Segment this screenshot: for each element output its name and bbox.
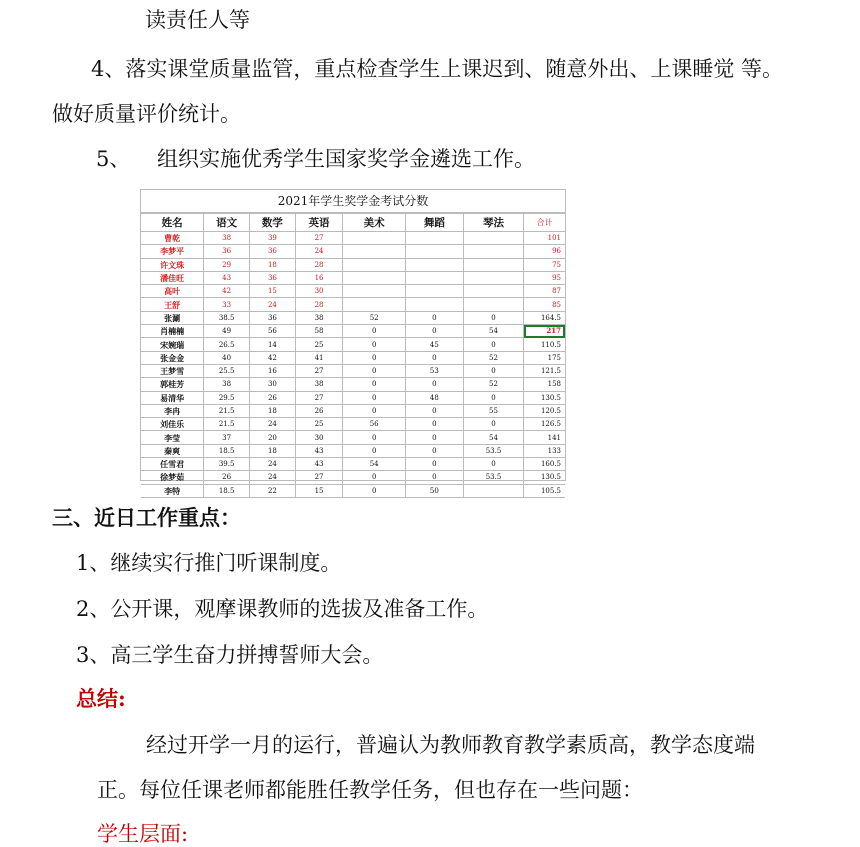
score-cell: 15: [250, 285, 296, 298]
score-cell: 27: [295, 391, 342, 404]
score-cell: 130.5: [524, 391, 565, 404]
score-cell: [343, 245, 406, 258]
score-cell: 41: [295, 351, 342, 364]
score-table: [141, 213, 565, 498]
score-cell: 49: [204, 325, 250, 338]
score-cell: [406, 298, 464, 311]
score-cell: 0: [343, 325, 406, 338]
score-cell: [463, 285, 524, 298]
student-name-cell: 郭桂芳: [141, 378, 204, 391]
score-cell: 16: [295, 271, 342, 284]
score-cell: 85: [524, 298, 565, 311]
score-cell: 101: [524, 232, 565, 245]
student-level-title: 学生层面:: [97, 822, 189, 846]
score-cell: 54: [463, 325, 524, 338]
score-cell: 28: [295, 298, 342, 311]
score-cell: 40: [204, 351, 250, 364]
student-name-cell: 李冉: [141, 404, 204, 417]
table-row: [141, 471, 565, 484]
score-cell: [343, 258, 406, 271]
score-cell: 27: [295, 471, 342, 484]
score-cell: 45: [406, 338, 464, 351]
score-cell: 18: [250, 404, 296, 417]
score-cell: 0: [463, 418, 524, 431]
score-cell: 164.5: [524, 311, 565, 324]
table-header-cell: 姓名: [141, 214, 204, 232]
score-cell: 87: [524, 285, 565, 298]
score-cell: 30: [295, 285, 342, 298]
doc-item-4-cont: 做好质量评价统计。: [52, 102, 241, 126]
score-cell: [406, 271, 464, 284]
score-cell: 0: [406, 431, 464, 444]
student-name-cell: 曹乾: [141, 232, 204, 245]
score-cell: 38: [204, 378, 250, 391]
score-cell: 38: [204, 232, 250, 245]
table-row: [141, 351, 565, 364]
score-cell: 0: [343, 364, 406, 377]
score-cell: 0: [463, 311, 524, 324]
score-cell: 121.5: [524, 364, 565, 377]
table-row: [141, 325, 565, 338]
score-cell: 43: [295, 444, 342, 457]
section-3-item-2: 2、公开课，观摩课教师的选拔及准备工作。: [76, 597, 489, 621]
student-name-cell: 宋婉瑞: [141, 338, 204, 351]
score-cell: 25: [295, 338, 342, 351]
score-cell: 14: [250, 338, 296, 351]
score-cell: 24: [250, 458, 296, 471]
score-cell: 26: [204, 471, 250, 484]
score-cell: 95: [524, 271, 565, 284]
score-cell: 52: [463, 351, 524, 364]
score-cell: 105.5: [524, 484, 565, 497]
score-cell: 110.5: [524, 338, 565, 351]
table-header-cell: 英语: [295, 214, 342, 232]
score-cell: [343, 298, 406, 311]
score-cell: 160.5: [524, 458, 565, 471]
score-cell: 18: [250, 258, 296, 271]
table-row: [141, 258, 565, 271]
table-row: [141, 285, 565, 298]
scholarship-table-image: [140, 189, 566, 496]
score-cell: 0: [406, 404, 464, 417]
table-header-cell: 合计: [524, 214, 565, 232]
score-cell: 56: [250, 325, 296, 338]
score-cell: 18.5: [204, 484, 250, 497]
score-cell: 0: [343, 351, 406, 364]
student-name-cell: 张金金: [141, 351, 204, 364]
score-cell: 54: [463, 431, 524, 444]
student-name-cell: 秦爽: [141, 444, 204, 457]
score-cell: 18.5: [204, 444, 250, 457]
score-cell: 43: [204, 271, 250, 284]
score-cell: 26: [295, 404, 342, 417]
score-cell: 39: [250, 232, 296, 245]
score-cell: [463, 245, 524, 258]
student-name-cell: 任雪君: [141, 458, 204, 471]
score-cell: [343, 271, 406, 284]
score-cell: 53.5: [463, 471, 524, 484]
score-cell: [463, 258, 524, 271]
score-cell: 30: [295, 431, 342, 444]
table-header-cell: 数学: [250, 214, 296, 232]
score-cell: 33: [204, 298, 250, 311]
score-cell: 53.5: [463, 444, 524, 457]
table-row: [141, 364, 565, 377]
table-header-cell: 美术: [343, 214, 406, 232]
score-cell: 133: [524, 444, 565, 457]
score-cell: 52: [343, 311, 406, 324]
score-cell: 96: [524, 245, 565, 258]
score-cell: 0: [406, 471, 464, 484]
student-name-cell: 易清华: [141, 391, 204, 404]
table-header-cell: 舞蹈: [406, 214, 464, 232]
score-cell: 36: [250, 245, 296, 258]
score-cell: 29: [204, 258, 250, 271]
score-cell: 0: [406, 444, 464, 457]
score-cell: 130.5: [524, 471, 565, 484]
score-cell: 38.5: [204, 311, 250, 324]
section-3-title: 三、近日工作重点：: [52, 505, 241, 530]
student-name-cell: 刘佳乐: [141, 418, 204, 431]
score-cell: 20: [250, 431, 296, 444]
score-cell: 24: [250, 471, 296, 484]
score-cell: 39.5: [204, 458, 250, 471]
score-cell: 26.5: [204, 338, 250, 351]
student-name-cell: 李特: [141, 484, 204, 497]
section-3-item-1: 1、继续实行推门听课制度。: [76, 551, 342, 575]
summary-paragraph-1: 经过开学一月的运行，普遍认为教师教育教学素质高，教学态度端: [146, 733, 755, 757]
score-cell: 37: [204, 431, 250, 444]
table-header-row: [141, 214, 565, 232]
score-cell: 54: [343, 458, 406, 471]
score-cell: 0: [463, 338, 524, 351]
score-cell: 175: [524, 351, 565, 364]
score-cell: 42: [204, 285, 250, 298]
score-cell: 0: [343, 338, 406, 351]
doc-item-5: 5、 组织实施优秀学生国家奖学金遴选工作。: [96, 147, 536, 171]
student-name-cell: 王舒: [141, 298, 204, 311]
student-name-cell: 高叶: [141, 285, 204, 298]
score-cell: 18: [250, 444, 296, 457]
score-cell: 217: [524, 325, 565, 338]
score-cell: 24: [250, 298, 296, 311]
score-cell: 42: [250, 351, 296, 364]
table-row: [141, 378, 565, 391]
score-cell: 26: [250, 391, 296, 404]
score-cell: 0: [343, 404, 406, 417]
score-cell: 24: [250, 418, 296, 431]
score-cell: 0: [343, 471, 406, 484]
score-cell: 24: [295, 245, 342, 258]
score-cell: 126.5: [524, 418, 565, 431]
score-cell: 0: [406, 458, 464, 471]
score-cell: [406, 245, 464, 258]
score-cell: 56: [343, 418, 406, 431]
table-row: [141, 245, 565, 258]
score-cell: 0: [343, 378, 406, 391]
score-cell: 25: [295, 418, 342, 431]
score-cell: 36: [250, 311, 296, 324]
score-cell: 0: [406, 418, 464, 431]
score-cell: 75: [524, 258, 565, 271]
score-cell: 21.5: [204, 404, 250, 417]
student-name-cell: 潘佳旺: [141, 271, 204, 284]
table-header-cell: 琴法: [463, 214, 524, 232]
score-cell: 0: [463, 364, 524, 377]
score-cell: [406, 258, 464, 271]
score-cell: [463, 271, 524, 284]
table-row: [141, 458, 565, 471]
score-cell: 0: [406, 351, 464, 364]
score-cell: 0: [343, 431, 406, 444]
table-row: [141, 271, 565, 284]
score-cell: 158: [524, 378, 565, 391]
score-cell: 38: [295, 378, 342, 391]
score-cell: 48: [406, 391, 464, 404]
table-row: [141, 418, 565, 431]
student-name-cell: 王梦雪: [141, 364, 204, 377]
score-cell: 16: [250, 364, 296, 377]
table-row: [141, 404, 565, 417]
summary-paragraph-2: 正。每位任课老师都能胜任教学任务，但也存在一些问题：: [97, 778, 643, 802]
score-cell: 58: [295, 325, 342, 338]
score-cell: 0: [406, 325, 464, 338]
table-row: [141, 311, 565, 324]
score-cell: 120.5: [524, 404, 565, 417]
score-cell: 36: [204, 245, 250, 258]
score-cell: 29.5: [204, 391, 250, 404]
student-name-cell: 肖楠楠: [141, 325, 204, 338]
score-cell: 28: [295, 258, 342, 271]
score-cell: 22: [250, 484, 296, 497]
score-cell: 0: [406, 311, 464, 324]
score-cell: 36: [250, 271, 296, 284]
score-cell: 141: [524, 431, 565, 444]
table-title: 2021年学生奖学金考试分数: [141, 190, 565, 213]
score-cell: 0: [343, 444, 406, 457]
score-cell: 43: [295, 458, 342, 471]
table-row: [141, 338, 565, 351]
doc-item-4: 4、落实课堂质量监管，重点检查学生上课迟到、随意外出、上课睡觉 等。: [91, 57, 784, 81]
score-cell: 27: [295, 364, 342, 377]
table-row: [141, 444, 565, 457]
score-cell: 0: [406, 378, 464, 391]
table-row: [141, 298, 565, 311]
score-cell: 55: [463, 404, 524, 417]
score-cell: 50: [406, 484, 464, 497]
score-cell: 0: [343, 484, 406, 497]
score-cell: 21.5: [204, 418, 250, 431]
score-cell: 27: [295, 232, 342, 245]
student-name-cell: 张涮: [141, 311, 204, 324]
score-cell: 0: [463, 458, 524, 471]
score-cell: 52: [463, 378, 524, 391]
student-name-cell: 李莹: [141, 431, 204, 444]
score-cell: [406, 232, 464, 245]
score-cell: [463, 484, 524, 497]
summary-title: 总结:: [76, 686, 126, 711]
score-cell: 0: [463, 391, 524, 404]
student-name-cell: 李梦平: [141, 245, 204, 258]
score-cell: [406, 285, 464, 298]
table-header-cell: 语文: [204, 214, 250, 232]
score-cell: 25.5: [204, 364, 250, 377]
score-cell: 0: [343, 391, 406, 404]
student-name-cell: 徐梦茹: [141, 471, 204, 484]
score-cell: 53: [406, 364, 464, 377]
table-row: [141, 232, 565, 245]
score-cell: [463, 298, 524, 311]
table-row: [141, 391, 565, 404]
score-cell: 15: [295, 484, 342, 497]
doc-line-responsible: 读责任人等: [145, 8, 250, 32]
score-cell: [463, 232, 524, 245]
student-name-cell: 许文珠: [141, 258, 204, 271]
score-cell: 38: [295, 311, 342, 324]
section-3-item-3: 3、高三学生奋力拼搏誓师大会。: [76, 643, 384, 667]
score-cell: [343, 232, 406, 245]
score-cell: [343, 285, 406, 298]
score-cell: 30: [250, 378, 296, 391]
table-row: [141, 484, 565, 497]
table-row: [141, 431, 565, 444]
